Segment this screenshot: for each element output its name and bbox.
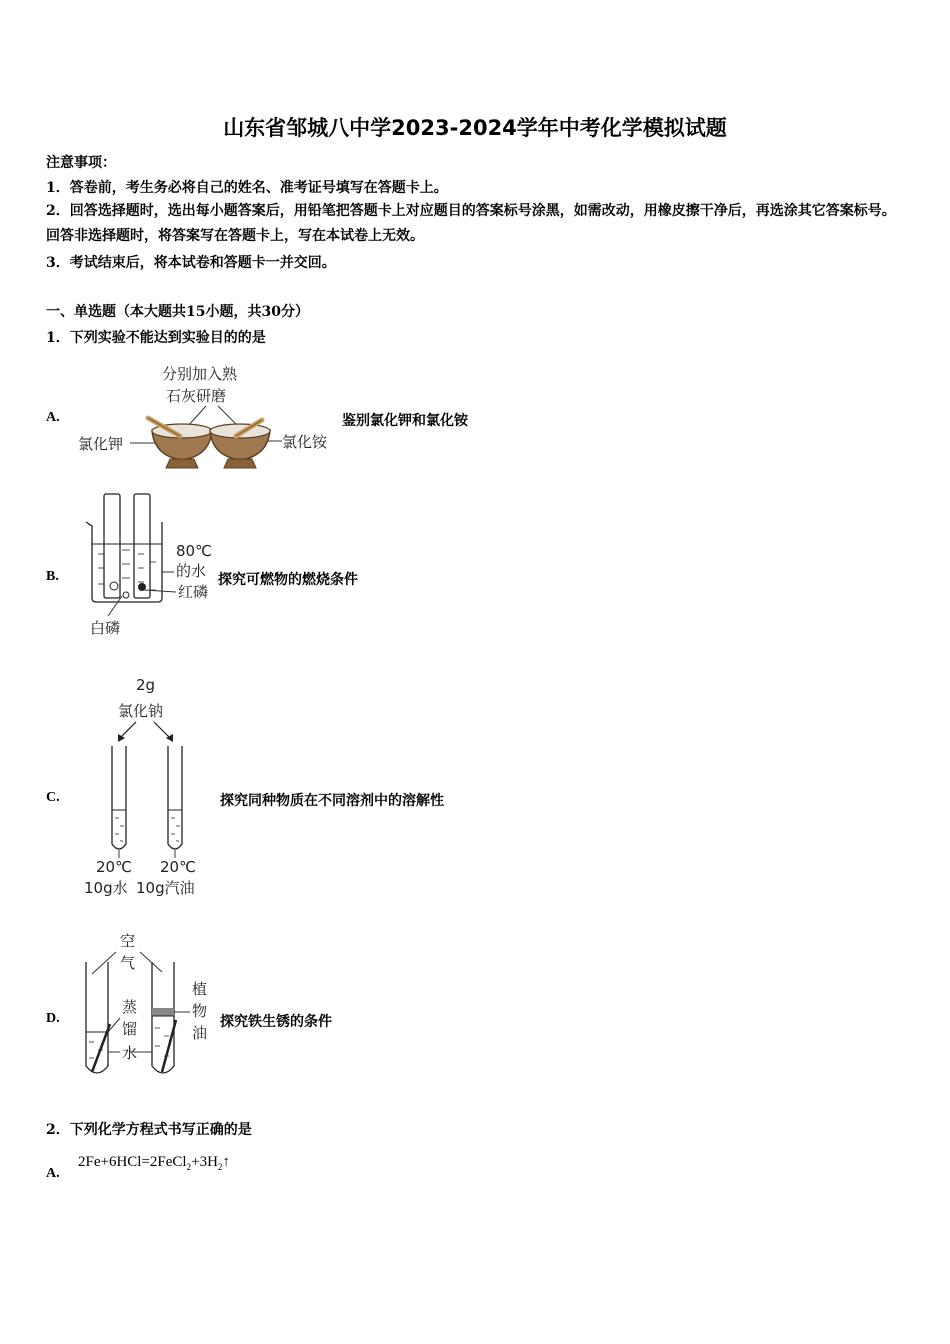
figure-label: 物 <box>192 1002 208 1020</box>
figure-label: 空 <box>120 932 136 950</box>
notice-item-3: 3．考试结束后，将本试卷和答题卡一并交回。 <box>46 255 336 271</box>
figure-label: 蒸 <box>122 998 138 1016</box>
figure-label: 氯化钠 <box>118 702 164 720</box>
question-1-stem: 1．下列实验不能达到实验目的的是 <box>46 330 266 346</box>
figure-label: 白磷 <box>90 619 121 637</box>
figure-label: 馏 <box>122 1020 138 1038</box>
mortar-figure <box>70 358 350 478</box>
figure-label: 80℃ <box>176 542 212 560</box>
option-b-letter: B. <box>46 569 59 584</box>
figure-label: 20℃ <box>96 858 132 876</box>
mortar-right <box>210 420 270 468</box>
test-tube-figure <box>80 676 210 898</box>
figure-label: 油 <box>192 1024 208 1042</box>
question-2-stem: 2．下列化学方程式书写正确的是 <box>46 1122 252 1138</box>
figure-label: 10g水 <box>84 879 128 897</box>
q2-option-a-equation <box>78 1154 230 1172</box>
section-heading: 一、单选题（本大题共15小题，共30分） <box>46 304 309 320</box>
figure-label: 植 <box>192 980 208 998</box>
equation-subscript: 2 <box>217 1162 223 1172</box>
figure-label: 水 <box>122 1044 138 1062</box>
figure-label: 红磷 <box>178 583 209 601</box>
equation-part: ↑ <box>222 1154 230 1170</box>
iron-rust-figure <box>80 932 220 1082</box>
notice-heading: 注意事项： <box>46 155 116 171</box>
beaker-figure <box>78 490 218 640</box>
notice-item-1: 1．答卷前，考生务必将自己的姓名、准考证号填写在答题卡上。 <box>46 180 448 196</box>
equation-part: 2Fe+6HCl=2FeCl <box>78 1154 187 1170</box>
option-d-text: 探究铁生锈的条件 <box>220 1014 332 1030</box>
figure-label: 10g汽油 <box>136 879 195 897</box>
option-a-letter: A. <box>46 410 60 425</box>
mortar-left <box>148 418 212 468</box>
option-c-text: 探究同种物质在不同溶剂中的溶解性 <box>220 793 444 809</box>
figure-label: 氯化铵 <box>282 433 328 451</box>
figure-label: 氯化钾 <box>78 435 124 453</box>
figure-label: 20℃ <box>160 858 196 876</box>
figure-label: 石灰研磨 <box>166 387 227 405</box>
equation-part: +3H <box>191 1154 218 1170</box>
option-a-text: 鉴别氯化钾和氯化铵 <box>342 413 468 429</box>
figure-label: 的水 <box>176 562 207 580</box>
q2-option-a-letter: A. <box>46 1166 60 1181</box>
option-c-letter: C. <box>46 790 60 805</box>
figure-label: 2g <box>136 676 156 694</box>
notice-item-2: 2．回答选择题时，选出每小题答案后，用铅笔把答题卡上对应题目的答案标号涂黑，如需改动，用橡皮擦干净后，再选涂其它答案标号。回答非选择题时，将答案写在答题卡上，写在本试卷上无效。 <box>46 203 896 244</box>
option-d-letter: D. <box>46 1011 60 1026</box>
page-title: 山东省邹城八中学2023-2024学年中考化学模拟试题 <box>223 116 727 140</box>
figure-label: 气 <box>120 954 136 972</box>
figure-label: 分别加入熟 <box>162 365 238 383</box>
option-b-text: 探究可燃物的燃烧条件 <box>218 572 358 588</box>
equation-subscript: 2 <box>186 1162 192 1172</box>
